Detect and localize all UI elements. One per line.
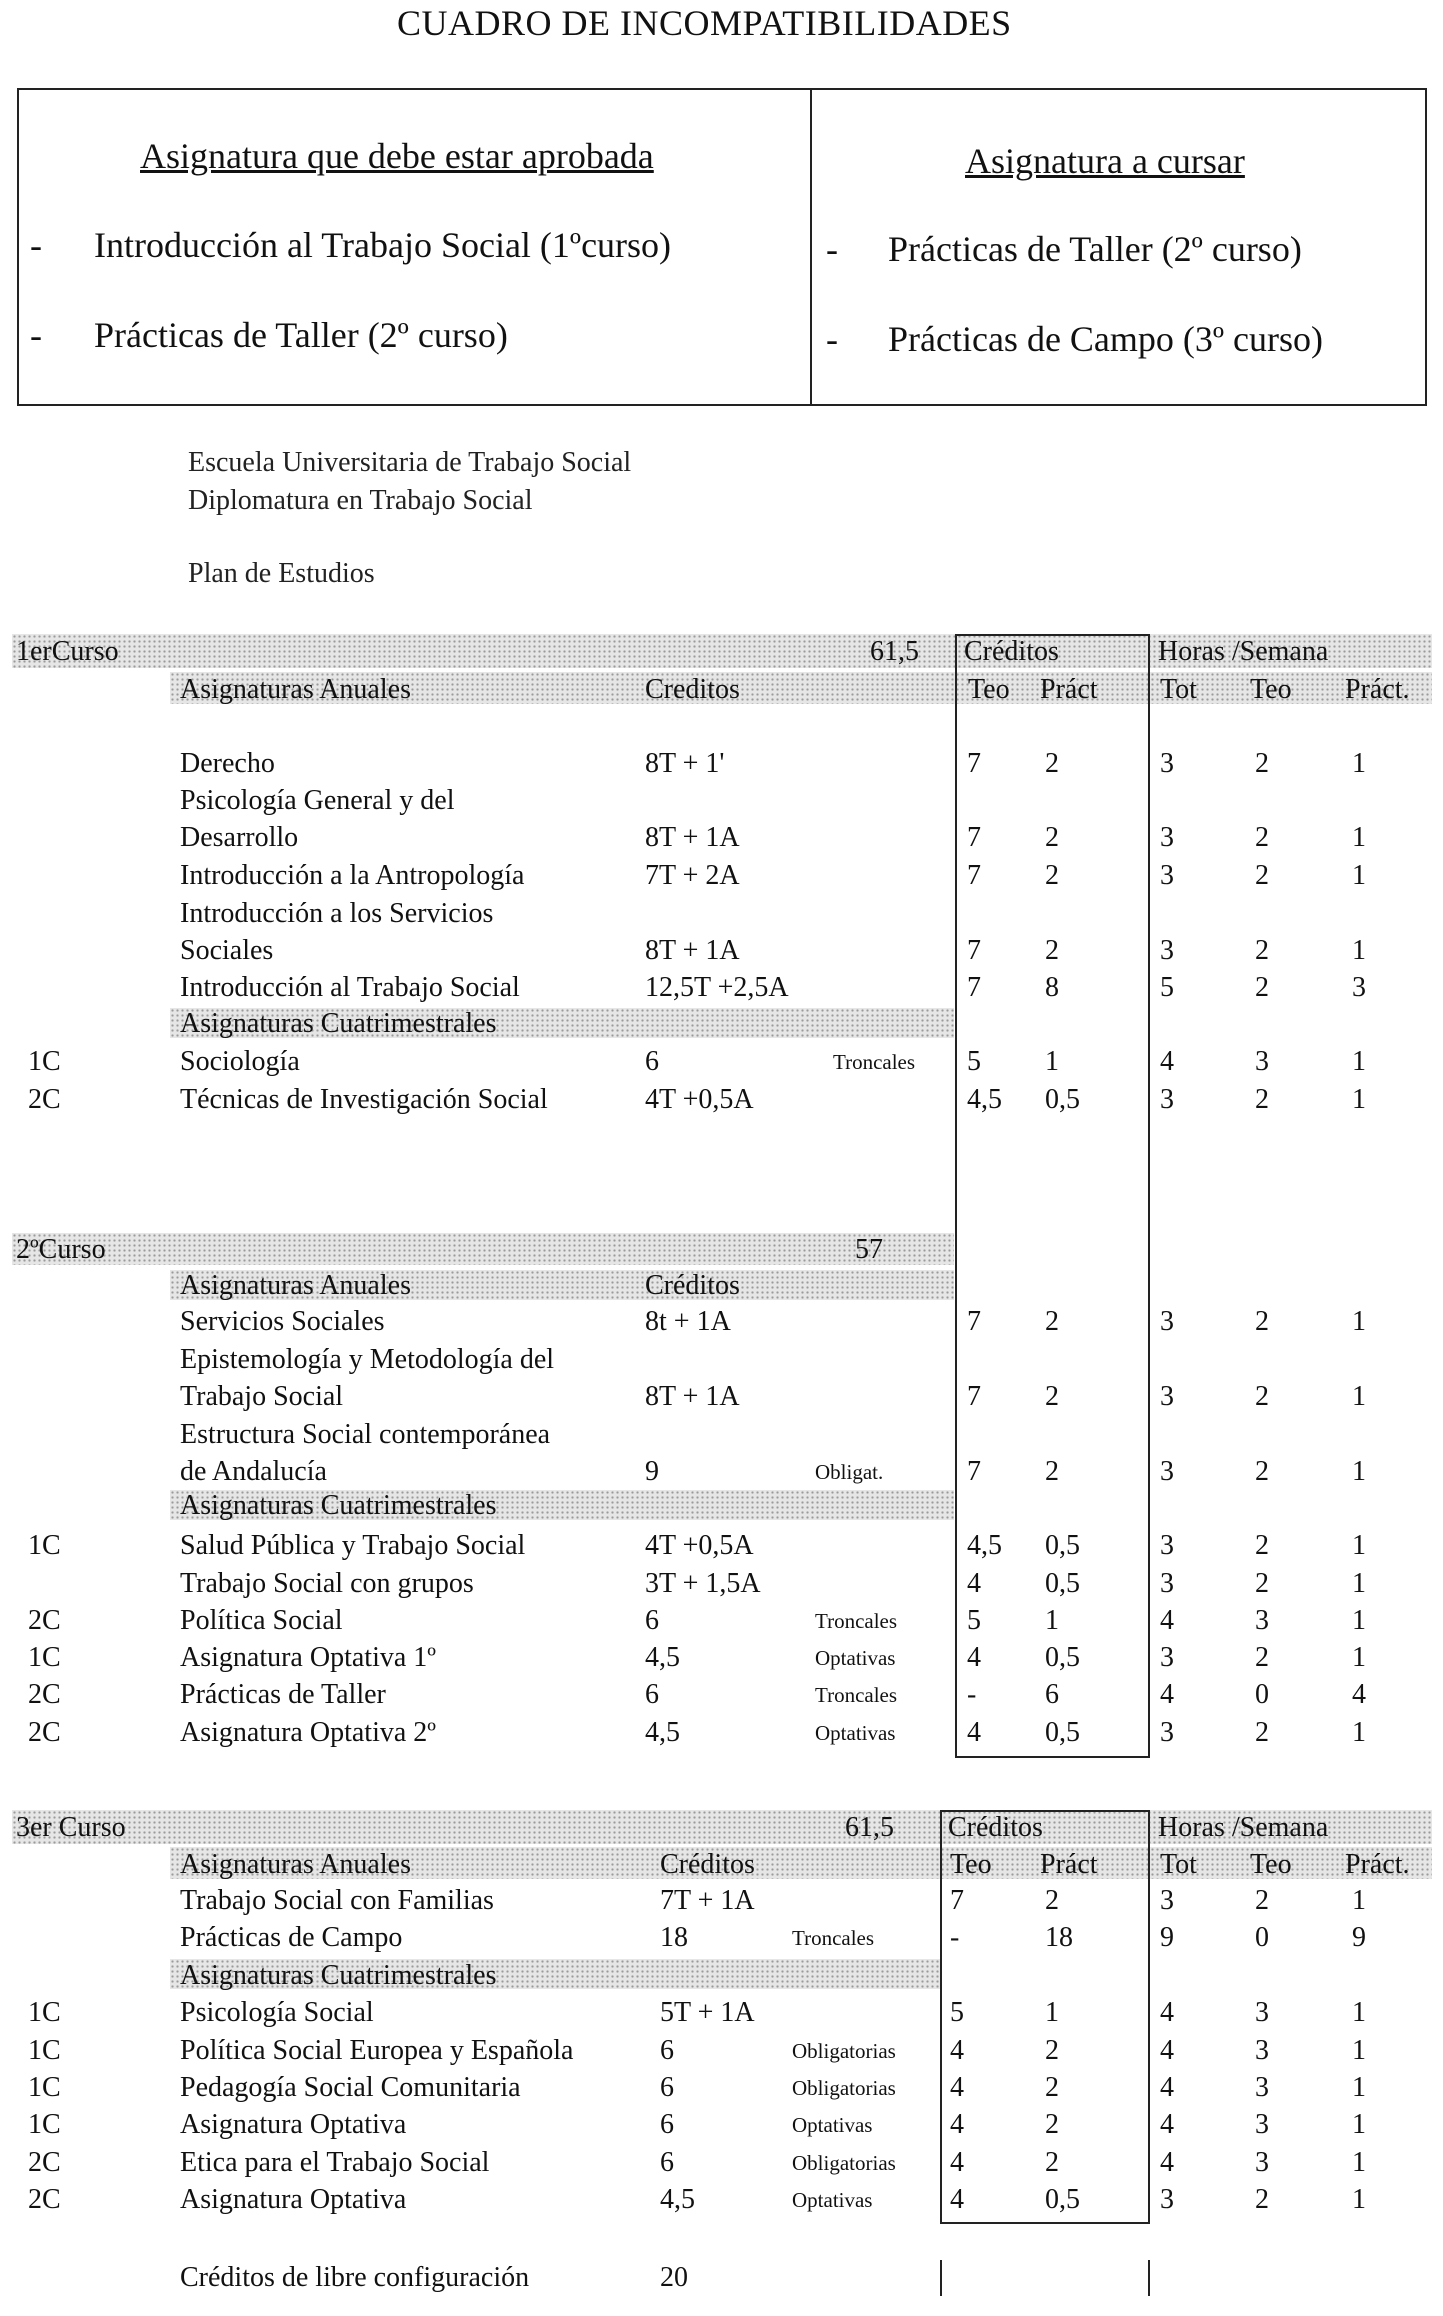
total-hours-cell: 4 — [1160, 2035, 1174, 2066]
teo-header: Teo — [950, 1849, 992, 1880]
pract-hours-header: Práct. — [1345, 674, 1410, 705]
total-hours-cell: 3 — [1160, 1306, 1174, 1337]
practical-hours-cell: 1 — [1352, 1642, 1366, 1673]
practical-credits-cell: 18 — [1045, 1922, 1073, 1953]
credits-cell: 6 — [660, 2109, 674, 2140]
subject-cell: Psicología General y del — [180, 785, 455, 816]
total-hours-cell: 4 — [1160, 1997, 1174, 2028]
total-hours-cell: 3 — [1160, 748, 1174, 779]
theory-hours-cell: 3 — [1255, 1605, 1269, 1636]
theory-credits-cell: - — [967, 1679, 977, 1710]
practical-credits-cell: 0,5 — [1045, 1084, 1080, 1115]
credits-cell: 9 — [645, 1456, 659, 1487]
total-hours-cell: 4 — [1160, 1679, 1174, 1710]
degree-name: Diplomatura en Trabajo Social — [188, 485, 533, 516]
approved-subject-item: Prácticas de Taller (2º curso) — [94, 315, 508, 355]
year2-total: 57 — [855, 1234, 883, 1265]
subject-cell: Política Social — [180, 1605, 343, 1636]
total-hours-cell: 4 — [1160, 1046, 1174, 1077]
bullet: - — [826, 319, 838, 359]
total-hours-cell: 4 — [1160, 2147, 1174, 2178]
total-hours-cell: 3 — [1160, 935, 1174, 966]
theory-credits-cell: 7 — [967, 1456, 981, 1487]
total-hours-cell: 3 — [1160, 822, 1174, 853]
theory-hours-cell: 0 — [1255, 1922, 1269, 1953]
bullet: - — [30, 315, 42, 355]
total-hours-cell: 3 — [1160, 1642, 1174, 1673]
practical-credits-cell: 2 — [1045, 748, 1059, 779]
subject-cell: Etica para el Trabajo Social — [180, 2147, 490, 2178]
practical-hours-cell: 1 — [1352, 1046, 1366, 1077]
practical-credits-cell: 1 — [1045, 1046, 1059, 1077]
subject-cell: Psicología Social — [180, 1997, 374, 2028]
credits-cell: 7T + 1A — [660, 1885, 755, 1916]
credits-box3-right-line — [1148, 1810, 1150, 2224]
practical-hours-cell: 1 — [1352, 822, 1366, 853]
semester-cell: 1C — [28, 1530, 61, 1561]
theory-hours-cell: 2 — [1255, 1568, 1269, 1599]
practical-credits-cell: 2 — [1045, 2109, 1059, 2140]
subject-cell: Prácticas de Campo — [180, 1922, 403, 1953]
semester-cell: 2C — [28, 1679, 61, 1710]
theory-hours-cell: 3 — [1255, 1046, 1269, 1077]
practical-hours-cell: 1 — [1352, 2035, 1366, 2066]
credits-cell: 18 — [660, 1922, 688, 1953]
credits-box3-bottom-line — [940, 2222, 1150, 2224]
practical-credits-cell: 2 — [1045, 860, 1059, 891]
credits-cell: 5T + 1A — [660, 1997, 755, 2028]
total-hours-cell: 4 — [1160, 1605, 1174, 1636]
practical-credits-cell: 2 — [1045, 822, 1059, 853]
practical-credits-cell: 8 — [1045, 972, 1059, 1003]
theory-credits-cell: 7 — [967, 860, 981, 891]
tot-header: Tot — [1160, 1849, 1197, 1880]
practical-credits-cell: 0,5 — [1045, 1642, 1080, 1673]
semester-cell: 1C — [28, 1046, 61, 1077]
semester-cell: 1C — [28, 2072, 61, 2103]
bullet: - — [826, 229, 838, 269]
theory-hours-cell: 2 — [1255, 1456, 1269, 1487]
credits-box-right-line — [1148, 634, 1150, 1758]
credits-cell: 3T + 1,5A — [645, 1568, 761, 1599]
bullet: - — [30, 225, 42, 265]
total-hours-cell: 3 — [1160, 2184, 1174, 2215]
credits-column-header: Créditos — [645, 1270, 740, 1301]
credits-cell: 6 — [645, 1605, 659, 1636]
semester-cell: 1C — [28, 2109, 61, 2140]
incompatibility-divider — [810, 88, 812, 406]
credits-cell: 8T + 1A — [645, 822, 740, 853]
semester-cell: 2C — [28, 1605, 61, 1636]
theory-credits-cell: 4 — [967, 1568, 981, 1599]
semester-cell: 2C — [28, 2147, 61, 2178]
free-credits-label: Créditos de libre configuración — [180, 2262, 530, 2293]
theory-hours-cell: 2 — [1255, 1084, 1269, 1115]
theory-credits-cell: 4 — [950, 2109, 964, 2140]
pract-header: Práct — [1040, 674, 1098, 705]
theory-hours-cell: 3 — [1255, 2147, 1269, 2178]
practical-credits-cell: 0,5 — [1045, 1530, 1080, 1561]
theory-hours-cell: 3 — [1255, 2072, 1269, 2103]
practical-credits-cell: 6 — [1045, 1679, 1059, 1710]
semester-cell: 2C — [28, 1084, 61, 1115]
theory-credits-cell: 7 — [967, 822, 981, 853]
subject-cell: Introducción a la Antropología — [180, 860, 525, 891]
credits-column-header: Creditos — [645, 674, 740, 705]
semester-cell: 1C — [28, 1642, 61, 1673]
total-hours-cell: 3 — [1160, 1084, 1174, 1115]
total-hours-cell: 3 — [1160, 1717, 1174, 1748]
subject-cell: Asignatura Optativa 1º — [180, 1642, 436, 1673]
cuat-subjects-header: Asignaturas Cuatrimestrales — [180, 1008, 497, 1039]
theory-credits-cell: 4 — [950, 2147, 964, 2178]
theory-credits-cell: 7 — [967, 748, 981, 779]
approved-subject-item: Introducción al Trabajo Social (1ºcurso) — [94, 225, 672, 265]
practical-credits-cell: 0,5 — [1045, 1568, 1080, 1599]
practical-hours-cell: 9 — [1352, 1922, 1366, 1953]
annual-subjects-header: Asignaturas Anuales — [180, 1849, 411, 1880]
theory-hours-cell: 2 — [1255, 1885, 1269, 1916]
subject-type-cell: Optativas — [792, 2113, 873, 2137]
practical-hours-cell: 1 — [1352, 1717, 1366, 1748]
subject-type-cell: Obligatorias — [792, 2076, 896, 2100]
practical-credits-cell: 0,5 — [1045, 2184, 1080, 2215]
credits-cell: 4,5 — [645, 1717, 680, 1748]
subject-cell: Sociología — [180, 1046, 300, 1077]
teo-header: Teo — [968, 674, 1010, 705]
theory-hours-cell: 2 — [1255, 860, 1269, 891]
study-plan-label: Plan de Estudios — [188, 558, 375, 589]
semester-cell: 2C — [28, 2184, 61, 2215]
tot-header: Tot — [1160, 674, 1197, 705]
credits-cell: 12,5T +2,5A — [645, 972, 789, 1003]
practical-credits-cell: 2 — [1045, 2072, 1059, 2103]
subject-cell: Trabajo Social con grupos — [180, 1568, 474, 1599]
practical-hours-cell: 1 — [1352, 1568, 1366, 1599]
subject-to-take-item: Prácticas de Campo (3º curso) — [888, 319, 1324, 359]
practical-hours-cell: 1 — [1352, 2072, 1366, 2103]
credits-cell: 6 — [660, 2035, 674, 2066]
credits-cell: 6 — [645, 1046, 659, 1077]
subject-cell: Política Social Europea y Española — [180, 2035, 574, 2066]
theory-credits-cell: 5 — [967, 1605, 981, 1636]
practical-hours-cell: 1 — [1352, 1605, 1366, 1636]
theory-credits-cell: 4 — [950, 2072, 964, 2103]
credits-cell: 6 — [660, 2147, 674, 2178]
theory-hours-cell: 2 — [1255, 1717, 1269, 1748]
theory-credits-cell: 4 — [950, 2184, 964, 2215]
practical-credits-cell: 1 — [1045, 1605, 1059, 1636]
practical-credits-cell: 0,5 — [1045, 1717, 1080, 1748]
total-hours-cell: 3 — [1160, 1568, 1174, 1599]
year1-total: 61,5 — [870, 636, 919, 667]
school-name: Escuela Universitaria de Trabajo Social — [188, 447, 632, 478]
subject-cell: Salud Pública y Trabajo Social — [180, 1530, 526, 1561]
pract-hours-header: Práct. — [1345, 1849, 1410, 1880]
credits-cell: 4T +0,5A — [645, 1084, 754, 1115]
subject-cell: Servicios Sociales — [180, 1306, 385, 1337]
theory-hours-cell: 3 — [1255, 2035, 1269, 2066]
practical-hours-cell: 4 — [1352, 1679, 1366, 1710]
practical-hours-cell: 1 — [1352, 1456, 1366, 1487]
theory-hours-cell: 2 — [1255, 1530, 1269, 1561]
practical-credits-cell: 2 — [1045, 2035, 1059, 2066]
hours-header: Horas /Semana — [1158, 1812, 1329, 1843]
free-credits-tick — [940, 2260, 942, 2296]
free-credits-value: 20 — [660, 2262, 688, 2293]
practical-hours-cell: 1 — [1352, 2147, 1366, 2178]
total-hours-cell: 4 — [1160, 2109, 1174, 2140]
annual-subjects-header: Asignaturas Anuales — [180, 674, 411, 705]
theory-hours-cell: 2 — [1255, 972, 1269, 1003]
subject-cell: Asignatura Optativa — [180, 2184, 407, 2215]
total-hours-cell: 3 — [1160, 1381, 1174, 1412]
theory-credits-cell: 5 — [967, 1046, 981, 1077]
theory-hours-cell: 3 — [1255, 1997, 1269, 2028]
subject-type-cell: Obligatorias — [792, 2151, 896, 2175]
credits-cell: 4,5 — [660, 2184, 695, 2215]
total-hours-cell: 4 — [1160, 2072, 1174, 2103]
theory-hours-cell: 2 — [1255, 748, 1269, 779]
subject-cell-continued: Desarrollo — [180, 822, 299, 853]
credits-header: Créditos — [964, 636, 1059, 667]
credits-cell: 7T + 2A — [645, 860, 740, 891]
practical-hours-cell: 1 — [1352, 1306, 1366, 1337]
subject-cell: Trabajo Social con Familias — [180, 1885, 494, 1916]
total-hours-cell: 9 — [1160, 1922, 1174, 1953]
subject-cell: Prácticas de Taller — [180, 1679, 386, 1710]
year3-label: 3er Curso — [16, 1812, 126, 1843]
credits-cell: 8t + 1A — [645, 1306, 731, 1337]
theory-credits-cell: 5 — [950, 1997, 964, 2028]
teo-hours-header: Teo — [1250, 674, 1292, 705]
subject-to-take-item: Prácticas de Taller (2º curso) — [888, 229, 1302, 269]
practical-credits-cell: 2 — [1045, 935, 1059, 966]
practical-hours-cell: 1 — [1352, 1084, 1366, 1115]
subject-cell: Pedagogía Social Comunitaria — [180, 2072, 521, 2103]
credits-cell: 8T + 1A — [645, 935, 740, 966]
semester-cell: 1C — [28, 2035, 61, 2066]
page-title: CUADRO DE INCOMPATIBILIDADES — [397, 3, 1012, 43]
theory-credits-cell: 7 — [967, 1306, 981, 1337]
cuat-subjects-header: Asignaturas Cuatrimestrales — [180, 1960, 497, 1991]
practical-hours-cell: 1 — [1352, 2109, 1366, 2140]
total-hours-cell: 3 — [1160, 860, 1174, 891]
theory-credits-cell: 4,5 — [967, 1084, 1002, 1115]
subject-cell-continued: de Andalucía — [180, 1456, 327, 1487]
subject-cell: Epistemología y Metodología del — [180, 1344, 555, 1375]
theory-hours-cell: 2 — [1255, 1306, 1269, 1337]
theory-credits-cell: 7 — [967, 1381, 981, 1412]
theory-hours-cell: 3 — [1255, 2109, 1269, 2140]
subject-to-take-header: Asignatura a cursar — [965, 141, 1245, 181]
teo-hours-header: Teo — [1250, 1849, 1292, 1880]
theory-hours-cell: 2 — [1255, 1642, 1269, 1673]
year1-label: 1erCurso — [16, 636, 119, 667]
theory-credits-cell: 4 — [967, 1717, 981, 1748]
theory-credits-cell: 4 — [967, 1642, 981, 1673]
practical-hours-cell: 1 — [1352, 860, 1366, 891]
subject-type-cell: Troncales — [815, 1683, 898, 1707]
credits-cell: 6 — [645, 1679, 659, 1710]
approved-subject-header: Asignatura que debe estar aprobada — [140, 136, 654, 176]
credits-cell: 8T + 1A — [645, 1381, 740, 1412]
subject-cell: Estructura Social contemporánea — [180, 1419, 551, 1450]
pract-header: Práct — [1040, 1849, 1098, 1880]
theory-credits-cell: 4 — [950, 2035, 964, 2066]
practical-credits-cell: 2 — [1045, 1885, 1059, 1916]
subject-cell: Introducción al Trabajo Social — [180, 972, 520, 1003]
practical-hours-cell: 1 — [1352, 1997, 1366, 2028]
practical-hours-cell: 1 — [1352, 1885, 1366, 1916]
year2-label: 2ºCurso — [16, 1234, 106, 1265]
year3-total: 61,5 — [845, 1812, 894, 1843]
subject-cell: Técnicas de Investigación Social — [180, 1084, 548, 1115]
year2-header-band — [12, 1233, 954, 1265]
practical-hours-cell: 1 — [1352, 748, 1366, 779]
theory-credits-cell: 7 — [950, 1885, 964, 1916]
credits-box-bottom-line — [955, 1756, 1150, 1758]
practical-hours-cell: 3 — [1352, 972, 1366, 1003]
practical-credits-cell: 2 — [1045, 2147, 1059, 2178]
hours-header: Horas /Semana — [1158, 636, 1329, 667]
subject-cell: Asignatura Optativa 2º — [180, 1717, 436, 1748]
credits-cell: 6 — [660, 2072, 674, 2103]
credits-box3-left-line — [940, 1810, 942, 2224]
theory-hours-cell: 2 — [1255, 822, 1269, 853]
credits-column-header: Créditos — [660, 1849, 755, 1880]
subject-type-cell: Troncales — [815, 1609, 898, 1633]
theory-hours-cell: 2 — [1255, 1381, 1269, 1412]
credits-cell: 4,5 — [645, 1642, 680, 1673]
theory-hours-cell: 2 — [1255, 2184, 1269, 2215]
semester-cell: 2C — [28, 1717, 61, 1748]
subject-type-cell: Optativas — [792, 2188, 873, 2212]
subject-cell-continued: Sociales — [180, 935, 274, 966]
practical-hours-cell: 1 — [1352, 1530, 1366, 1561]
theory-hours-cell: 0 — [1255, 1679, 1269, 1710]
theory-credits-cell: 7 — [967, 972, 981, 1003]
credits-cell: 4T +0,5A — [645, 1530, 754, 1561]
subject-type-cell: Obligat. — [815, 1460, 884, 1484]
subject-cell: Introducción a los Servicios — [180, 898, 494, 929]
practical-credits-cell: 2 — [1045, 1306, 1059, 1337]
total-hours-cell: 5 — [1160, 972, 1174, 1003]
credits-box-left-line — [955, 634, 957, 1758]
subject-cell: Asignatura Optativa — [180, 2109, 407, 2140]
free-credits-tick — [1148, 2260, 1150, 2296]
theory-hours-cell: 2 — [1255, 935, 1269, 966]
subject-type-cell: Obligatorias — [792, 2039, 896, 2063]
subject-type-cell: Optativas — [815, 1646, 896, 1670]
credits-header: Créditos — [948, 1812, 1043, 1843]
total-hours-cell: 3 — [1160, 1456, 1174, 1487]
subject-type-cell: Optativas — [815, 1721, 896, 1745]
practical-credits-cell: 1 — [1045, 1997, 1059, 2028]
total-hours-cell: 3 — [1160, 1885, 1174, 1916]
total-hours-cell: 3 — [1160, 1530, 1174, 1561]
credits-cell: 8T + 1' — [645, 748, 725, 779]
theory-credits-cell: 7 — [967, 935, 981, 966]
practical-hours-cell: 1 — [1352, 1381, 1366, 1412]
cuat-subjects-header: Asignaturas Cuatrimestrales — [180, 1490, 497, 1521]
subject-type-cell: Troncales — [792, 1926, 875, 1950]
annual-subjects-header: Asignaturas Anuales — [180, 1270, 411, 1301]
theory-credits-cell: - — [950, 1922, 960, 1953]
practical-credits-cell: 2 — [1045, 1456, 1059, 1487]
practical-hours-cell: 1 — [1352, 935, 1366, 966]
subject-cell: Derecho — [180, 748, 275, 779]
practical-hours-cell: 1 — [1352, 2184, 1366, 2215]
practical-credits-cell: 2 — [1045, 1381, 1059, 1412]
subject-type-cell: Troncales — [833, 1050, 916, 1074]
theory-credits-cell: 4,5 — [967, 1530, 1002, 1561]
semester-cell: 1C — [28, 1997, 61, 2028]
subject-cell-continued: Trabajo Social — [180, 1381, 344, 1412]
